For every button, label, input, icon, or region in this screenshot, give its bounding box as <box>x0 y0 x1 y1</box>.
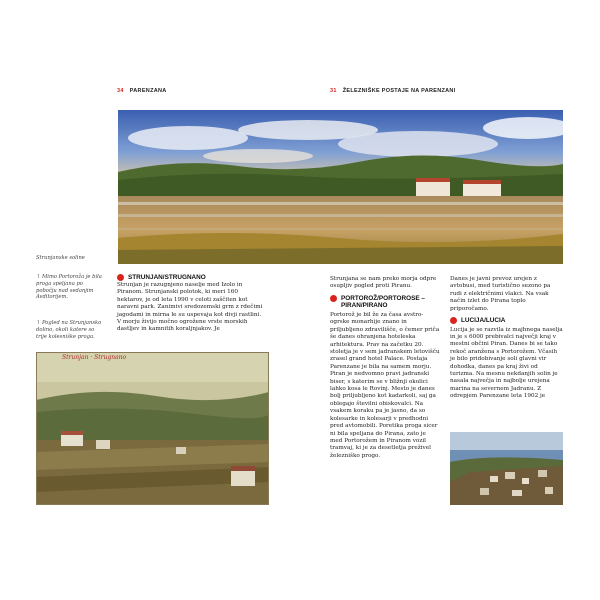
bullet-dot-icon <box>117 274 124 281</box>
text-column-1 <box>117 282 265 334</box>
postcard-handwriting: Strunjan · Strugnano <box>62 354 127 361</box>
historic-postcard-image <box>36 352 269 505</box>
photo-caption-title: Strunjanske soline <box>36 255 85 261</box>
body-paragraph: Strunjana se nam preko morja odpre osupljiv pogled proti Piranu. <box>330 276 437 290</box>
text-column-2 <box>330 276 440 460</box>
body-paragraph: Danes je javni prevoz urejen z avtobusi, med turistično sezono pa rudi z električnimi vlakci. Na vsak način izlet do Pirana toplo priporočamo. <box>450 276 551 312</box>
caption-note: ↑ Mimo Portoroža je bila proga speljana po pobočju nad sedanjim Avditorijem. <box>36 274 102 301</box>
bullet-dot-icon <box>450 317 457 324</box>
running-header-right <box>330 88 456 94</box>
section-heading-portoroz: PORTOROŽ/PORTOROSE – PIRAN/PIRANO <box>330 295 440 310</box>
section-heading-lucija: LUCIJA/LUCIA <box>450 317 563 325</box>
body-paragraph: Portorož je bil že za časa avstro-ogrske monarhije znano in priljubljeno zdravilišče, o čemer priča še danes ohranjena hoteleska arhitektura. Prav na začetku 20. stoletja je v sem jadranskem letovišču zrasel grand hotel Palace. Postaja Parenzane je bila na samem morju. Piran je nedvomno pravi jadranski biser, s katerim se v bližnji okolici lahko kosa le Rovinj. Mesto je danes bolj priljubljeno kot kadarkoli, saj ga oblegajo številni obiskovalci. Na vsakem koraku pa je jasno, da so kolesarke in kolesarji v predhodni pred avtomobili. Poretika proga sicer ni bila speljana do Pirana, zato je med Portorožem in Piranom vozil tramvaj, ki je za desetletja preživel železniško progo. <box>330 312 440 459</box>
running-title-left: PARENZANA <box>129 88 167 94</box>
section-heading-strunjan: STRUNJAN/STRUGNANO <box>117 274 265 282</box>
bullet-dot-icon <box>330 295 337 302</box>
running-title-right: ŽELEZNIŠKE POSTAJE NA PARENZANI <box>342 88 456 94</box>
text-column-3 <box>450 276 563 401</box>
body-paragraph: Strunjan je razugnjeno naselje med Izolo in Piranom. Strunjanski polotok, ki meri 160 hektarov, je od leta 1990 v celoti zaščiten kot naravni park. Zanimivi sredozemski grm z rdečimi jagodami in mirna le su uspevaja kot divji rastlini. V morju živijo močno ogrožene vrste morskih dastljev in kamnitih koraljnjakov. Je <box>117 282 263 333</box>
caption-note: ↑ Pogled na Strunjansko dolino, okoli katere so trije kolesniške proga. <box>36 320 102 340</box>
running-header-left <box>117 88 167 94</box>
page-number-right: 31 <box>330 88 337 94</box>
salt-pans-photo <box>118 110 563 264</box>
body-paragraph: Lucija je se razvila iz majhnega naselja in je s 6000 prebivalci največji kraj v mestni občini Piran. Danes bi se tako rekoč aranžena s Portorožem. Včasih je bilo pridobivanje soli glavni vir dohodka, danes pa kraj živi od turizma. Na mesnu nekdanjih solin je nasala največja in najbolje urejena marina na severnem Jadranu. Z odrepjem Parenzane leta 1902 je <box>450 326 563 400</box>
coastal-town-photo <box>450 432 563 505</box>
page-number-left: 34 <box>117 88 124 94</box>
